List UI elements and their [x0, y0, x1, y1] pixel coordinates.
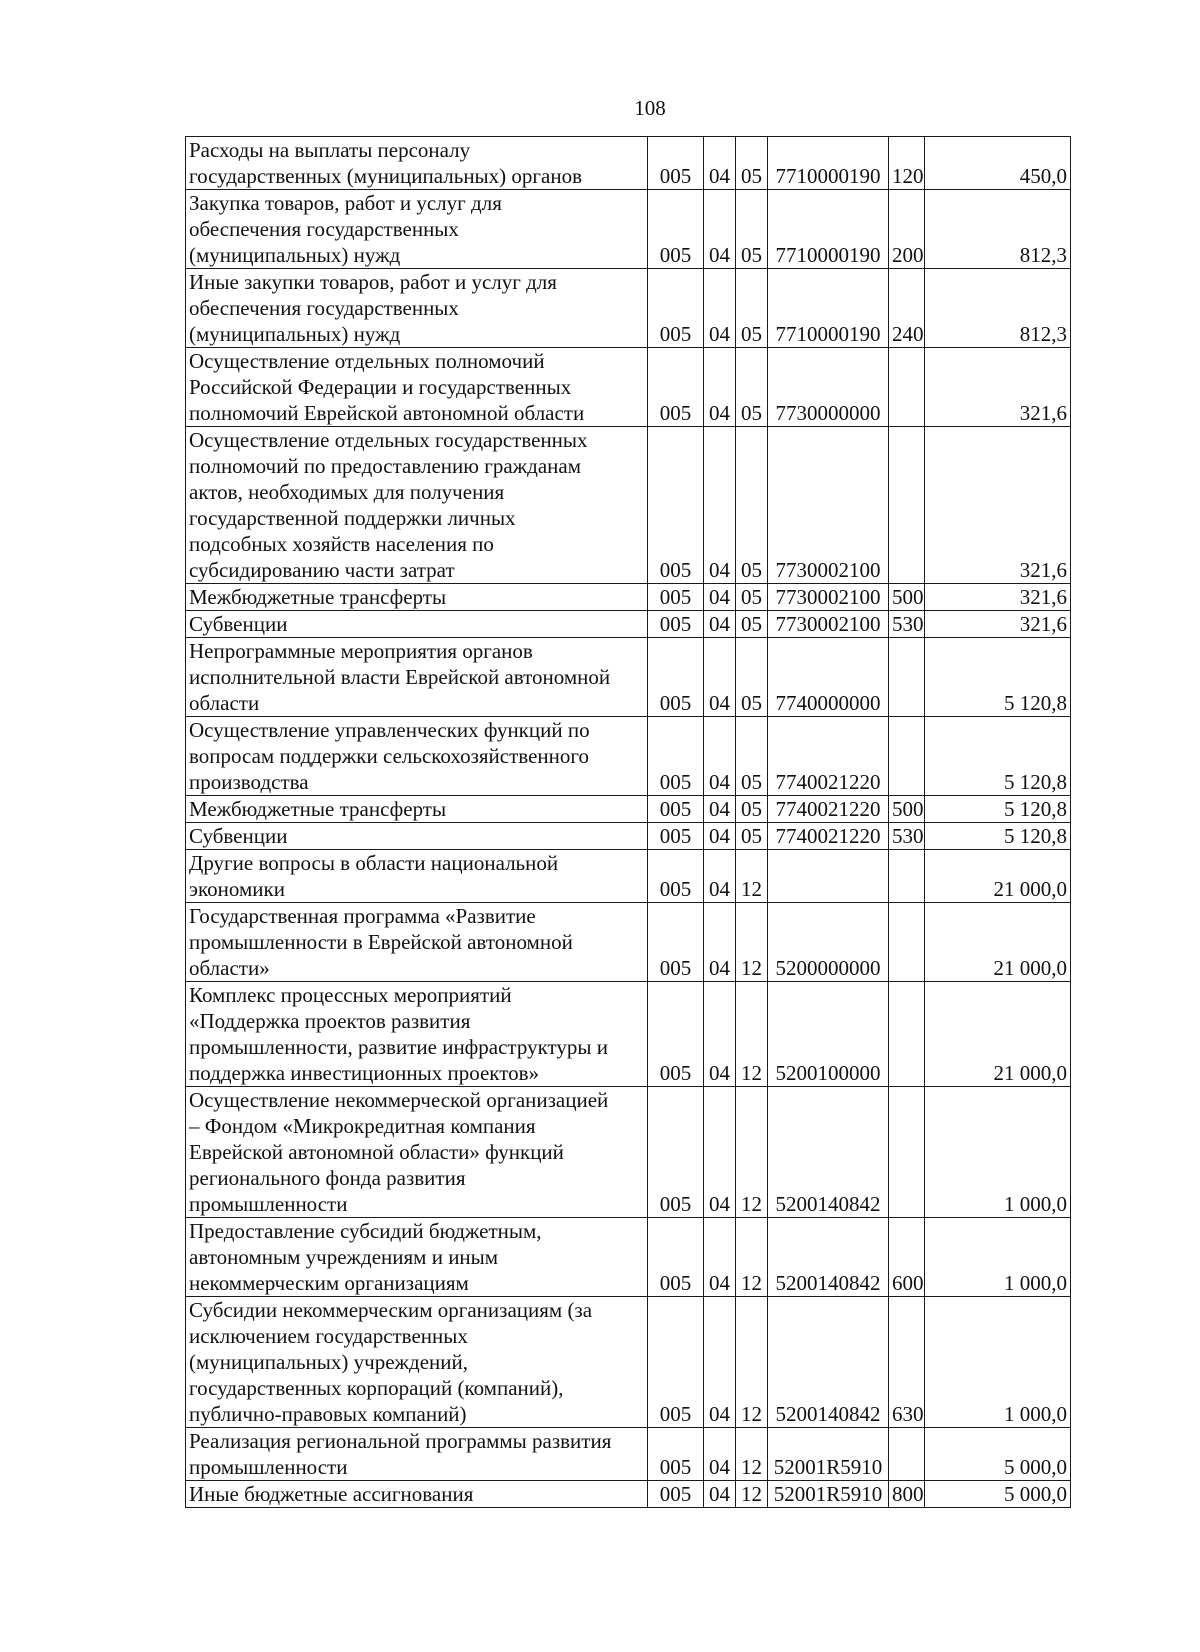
- table-row: [186, 584, 1071, 611]
- amount-cell: 321,6: [925, 611, 1071, 638]
- subsection-code-cell: 12: [736, 850, 768, 903]
- table-row: [186, 717, 1071, 796]
- subsection-code-cell: 05: [736, 584, 768, 611]
- expense-type-cell: 530: [889, 611, 925, 638]
- subsection-code-cell: 12: [736, 1218, 768, 1297]
- amount-cell: 1 000,0: [925, 1218, 1071, 1297]
- target-article-cell: 7730000000: [768, 348, 889, 427]
- target-article-cell: 5200140842: [768, 1218, 889, 1297]
- amount-cell: 5 120,8: [925, 823, 1071, 850]
- table-row: [186, 1218, 1071, 1297]
- section-code-cell: 04: [704, 1481, 736, 1508]
- target-article-cell: [768, 850, 889, 903]
- section-code-cell: 04: [704, 1087, 736, 1218]
- amount-cell: 812,3: [925, 269, 1071, 348]
- table-row: [186, 823, 1071, 850]
- amount-cell: 21 000,0: [925, 903, 1071, 982]
- table-row: [186, 903, 1071, 982]
- expense-type-cell: [889, 1087, 925, 1218]
- section-code-cell: 04: [704, 611, 736, 638]
- section-code-cell: 04: [704, 584, 736, 611]
- expense-type-cell: 630: [889, 1297, 925, 1428]
- expense-name-cell: Осуществление управленческих функций по вопросам поддержки сельскохозяйственного производства: [186, 717, 648, 796]
- table-row: [186, 1481, 1071, 1508]
- section-code-cell: 04: [704, 638, 736, 717]
- target-article-cell: 5200140842: [768, 1087, 889, 1218]
- expense-name-cell: Комплекс процессных мероприятий «Поддержка проектов развития промышленности, развитие инфраструктуры и поддержка инвестиционных проектов»: [186, 982, 648, 1087]
- department-code-cell: 005: [648, 190, 704, 269]
- target-article-cell: 7710000190: [768, 137, 889, 190]
- target-article-cell: 7730002100: [768, 584, 889, 611]
- expense-type-cell: [889, 903, 925, 982]
- target-article-cell: 7730002100: [768, 427, 889, 584]
- amount-cell: 5 120,8: [925, 717, 1071, 796]
- department-code-cell: 005: [648, 850, 704, 903]
- department-code-cell: 005: [648, 584, 704, 611]
- expense-type-cell: 500: [889, 584, 925, 611]
- expense-type-cell: [889, 982, 925, 1087]
- target-article-cell: 5200100000: [768, 982, 889, 1087]
- expense-name-cell: Межбюджетные трансферты: [186, 796, 648, 823]
- department-code-cell: 005: [648, 1428, 704, 1481]
- department-code-cell: 005: [648, 1297, 704, 1428]
- section-code-cell: 04: [704, 1218, 736, 1297]
- subsection-code-cell: 05: [736, 611, 768, 638]
- department-code-cell: 005: [648, 1218, 704, 1297]
- amount-cell: 1 000,0: [925, 1087, 1071, 1218]
- amount-cell: 5 000,0: [925, 1428, 1071, 1481]
- section-code-cell: 04: [704, 796, 736, 823]
- expense-name-cell: Иные бюджетные ассигнования: [186, 1481, 648, 1508]
- expense-name-cell: Иные закупки товаров, работ и услуг для обеспечения государственных (муниципальных) нужд: [186, 269, 648, 348]
- subsection-code-cell: 05: [736, 427, 768, 584]
- section-code-cell: 04: [704, 348, 736, 427]
- amount-cell: 5 000,0: [925, 1481, 1071, 1508]
- department-code-cell: 005: [648, 717, 704, 796]
- section-code-cell: 04: [704, 269, 736, 348]
- expense-name-cell: Межбюджетные трансферты: [186, 584, 648, 611]
- subsection-code-cell: 05: [736, 796, 768, 823]
- target-article-cell: 5200140842: [768, 1297, 889, 1428]
- table-row: [186, 1428, 1071, 1481]
- expense-type-cell: [889, 638, 925, 717]
- expense-type-cell: [889, 348, 925, 427]
- expense-name-cell: Субсидии некоммерческим организациям (за исключением государственных (муниципальных) учреждений, государственных корпораций (компаний), публично-правовых компаний): [186, 1297, 648, 1428]
- expense-name-cell: Государственная программа «Развитие промышленности в Еврейской автономной области»: [186, 903, 648, 982]
- table-row: [186, 190, 1071, 269]
- amount-cell: 321,6: [925, 584, 1071, 611]
- table-row: [186, 611, 1071, 638]
- amount-cell: 1 000,0: [925, 1297, 1071, 1428]
- amount-cell: 321,6: [925, 427, 1071, 584]
- section-code-cell: 04: [704, 1428, 736, 1481]
- expense-type-cell: [889, 427, 925, 584]
- subsection-code-cell: 05: [736, 823, 768, 850]
- subsection-code-cell: 12: [736, 1087, 768, 1218]
- department-code-cell: 005: [648, 611, 704, 638]
- department-code-cell: 005: [648, 1087, 704, 1218]
- expense-type-cell: 530: [889, 823, 925, 850]
- table-row: [186, 427, 1071, 584]
- expense-type-cell: [889, 717, 925, 796]
- table-row: [186, 1297, 1071, 1428]
- amount-cell: 5 120,8: [925, 796, 1071, 823]
- expense-type-cell: [889, 850, 925, 903]
- amount-cell: 21 000,0: [925, 850, 1071, 903]
- department-code-cell: 005: [648, 269, 704, 348]
- table-row: [186, 137, 1071, 190]
- table-row: [186, 348, 1071, 427]
- section-code-cell: 04: [704, 982, 736, 1087]
- expense-name-cell: Расходы на выплаты персоналу государственных (муниципальных) органов: [186, 137, 648, 190]
- expense-type-cell: 200: [889, 190, 925, 269]
- table-row: [186, 850, 1071, 903]
- subsection-code-cell: 05: [736, 269, 768, 348]
- department-code-cell: 005: [648, 427, 704, 584]
- section-code-cell: 04: [704, 850, 736, 903]
- subsection-code-cell: 12: [736, 1428, 768, 1481]
- department-code-cell: 005: [648, 982, 704, 1087]
- subsection-code-cell: 05: [736, 348, 768, 427]
- expense-type-cell: 120: [889, 137, 925, 190]
- expense-name-cell: Закупка товаров, работ и услуг для обеспечения государственных (муниципальных) нужд: [186, 190, 648, 269]
- amount-cell: 812,3: [925, 190, 1071, 269]
- target-article-cell: 7740021220: [768, 717, 889, 796]
- target-article-cell: 7710000190: [768, 190, 889, 269]
- table-row: [186, 1087, 1071, 1218]
- subsection-code-cell: 05: [736, 190, 768, 269]
- department-code-cell: 005: [648, 1481, 704, 1508]
- department-code-cell: 005: [648, 796, 704, 823]
- expense-type-cell: 800: [889, 1481, 925, 1508]
- expense-name-cell: Субвенции: [186, 611, 648, 638]
- section-code-cell: 04: [704, 903, 736, 982]
- target-article-cell: 52001R5910: [768, 1481, 889, 1508]
- expense-name-cell: Предоставление субсидий бюджетным, автономным учреждениям и иным некоммерческим организациям: [186, 1218, 648, 1297]
- subsection-code-cell: 12: [736, 982, 768, 1087]
- expense-name-cell: Другие вопросы в области национальной экономики: [186, 850, 648, 903]
- expense-name-cell: Реализация региональной программы развития промышленности: [186, 1428, 648, 1481]
- target-article-cell: 52001R5910: [768, 1428, 889, 1481]
- section-code-cell: 04: [704, 427, 736, 584]
- target-article-cell: 7740000000: [768, 638, 889, 717]
- expense-name-cell: Субвенции: [186, 823, 648, 850]
- department-code-cell: 005: [648, 348, 704, 427]
- expense-name-cell: Непрограммные мероприятия органов исполнительной власти Еврейской автономной области: [186, 638, 648, 717]
- department-code-cell: 005: [648, 137, 704, 190]
- amount-cell: 21 000,0: [925, 982, 1071, 1087]
- section-code-cell: 04: [704, 823, 736, 850]
- target-article-cell: 5200000000: [768, 903, 889, 982]
- department-code-cell: 005: [648, 903, 704, 982]
- department-code-cell: 005: [648, 823, 704, 850]
- amount-cell: 5 120,8: [925, 638, 1071, 717]
- section-code-cell: 04: [704, 717, 736, 796]
- section-code-cell: 04: [704, 137, 736, 190]
- subsection-code-cell: 05: [736, 137, 768, 190]
- section-code-cell: 04: [704, 1297, 736, 1428]
- expense-type-cell: 600: [889, 1218, 925, 1297]
- target-article-cell: 7740021220: [768, 796, 889, 823]
- target-article-cell: 7710000190: [768, 269, 889, 348]
- target-article-cell: 7740021220: [768, 823, 889, 850]
- subsection-code-cell: 12: [736, 1297, 768, 1428]
- subsection-code-cell: 05: [736, 717, 768, 796]
- section-code-cell: 04: [704, 190, 736, 269]
- subsection-code-cell: 05: [736, 638, 768, 717]
- subsection-code-cell: 12: [736, 903, 768, 982]
- target-article-cell: 7730002100: [768, 611, 889, 638]
- department-code-cell: 005: [648, 638, 704, 717]
- expense-type-cell: 500: [889, 796, 925, 823]
- table-row: [186, 638, 1071, 717]
- subsection-code-cell: 12: [736, 1481, 768, 1508]
- page-number: 108: [634, 96, 666, 120]
- table-row: [186, 269, 1071, 348]
- budget-table: [185, 136, 1071, 1508]
- table-row: [186, 796, 1071, 823]
- expense-name-cell: Осуществление некоммерческой организацией – Фондом «Микрокредитная компания Еврейской автономной области» функций регионального фонда развития промышленности: [186, 1087, 648, 1218]
- expense-name-cell: Осуществление отдельных полномочий Российской Федерации и государственных полномочий Еврейской автономной области: [186, 348, 648, 427]
- amount-cell: 321,6: [925, 348, 1071, 427]
- expense-type-cell: [889, 1428, 925, 1481]
- expense-name-cell: Осуществление отдельных государственных полномочий по предоставлению гражданам актов, необходимых для получения государственной поддержки личных подсобных хозяйств населения по субсидированию части затрат: [186, 427, 648, 584]
- amount-cell: 450,0: [925, 137, 1071, 190]
- table-row: [186, 982, 1071, 1087]
- expense-type-cell: 240: [889, 269, 925, 348]
